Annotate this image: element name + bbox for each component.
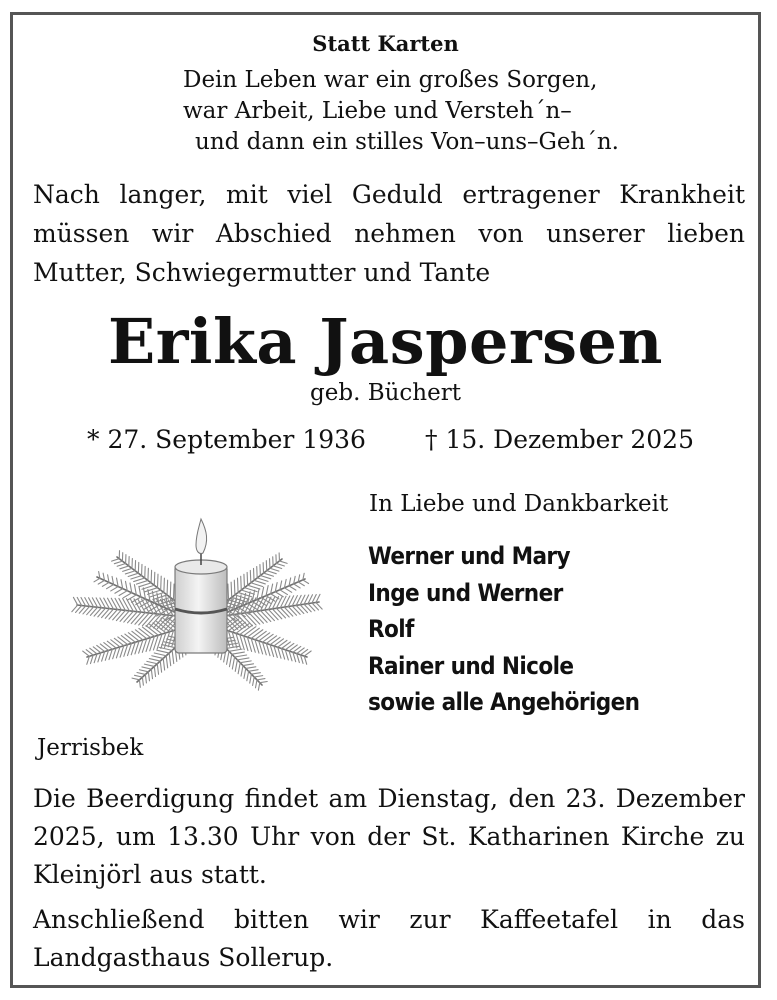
header-title: Statt Karten bbox=[312, 31, 459, 56]
town-name: Jerrisbek bbox=[37, 735, 144, 761]
mourner-name: Inge und Werner bbox=[368, 578, 563, 607]
mourner-name: Werner und Mary bbox=[368, 542, 570, 570]
mourner-name: Rainer und Nicole bbox=[368, 651, 574, 680]
death-date: † 15. Dezember 2025 bbox=[425, 425, 694, 454]
deceased-name: Erika Jaspersen bbox=[108, 305, 663, 378]
dedication-text: In Liebe und Dankbarkeit bbox=[369, 491, 669, 517]
obituary-notice bbox=[10, 12, 761, 988]
candle-with-fir-branches-icon bbox=[57, 497, 335, 697]
mourners-list bbox=[368, 538, 639, 721]
poem-line: und dann ein stilles Von–uns–Geh´n. bbox=[195, 129, 619, 155]
birth-date: * 27. September 1936 bbox=[87, 425, 366, 454]
poem-line: Dein Leben war ein großes Sorgen, bbox=[183, 67, 598, 93]
poem bbox=[183, 65, 619, 158]
funeral-text: Die Beerdigung findet am Dienstag, den 23. Dezember 2025, um 13.30 Uhr von der St. Katharinen Kirche zu Kleinjörl aus statt. bbox=[33, 784, 745, 889]
birth-name: geb. Büchert bbox=[310, 380, 461, 406]
intro-text: Nach langer, mit viel Geduld ertragener Krankheit müssen wir Abschied nehmen von unserer lieben Mutter, Schwiegermutter und Tante bbox=[33, 180, 745, 287]
mourner-name: Rolf bbox=[368, 615, 414, 643]
coffee-text: Anschließend bitten wir zur Kaffeetafel in das Landgasthaus Sollerup. bbox=[33, 905, 745, 972]
poem-line: war Arbeit, Liebe und Versteh´n– bbox=[183, 98, 572, 124]
mourner-name: sowie alle Angehörigen bbox=[368, 688, 640, 716]
